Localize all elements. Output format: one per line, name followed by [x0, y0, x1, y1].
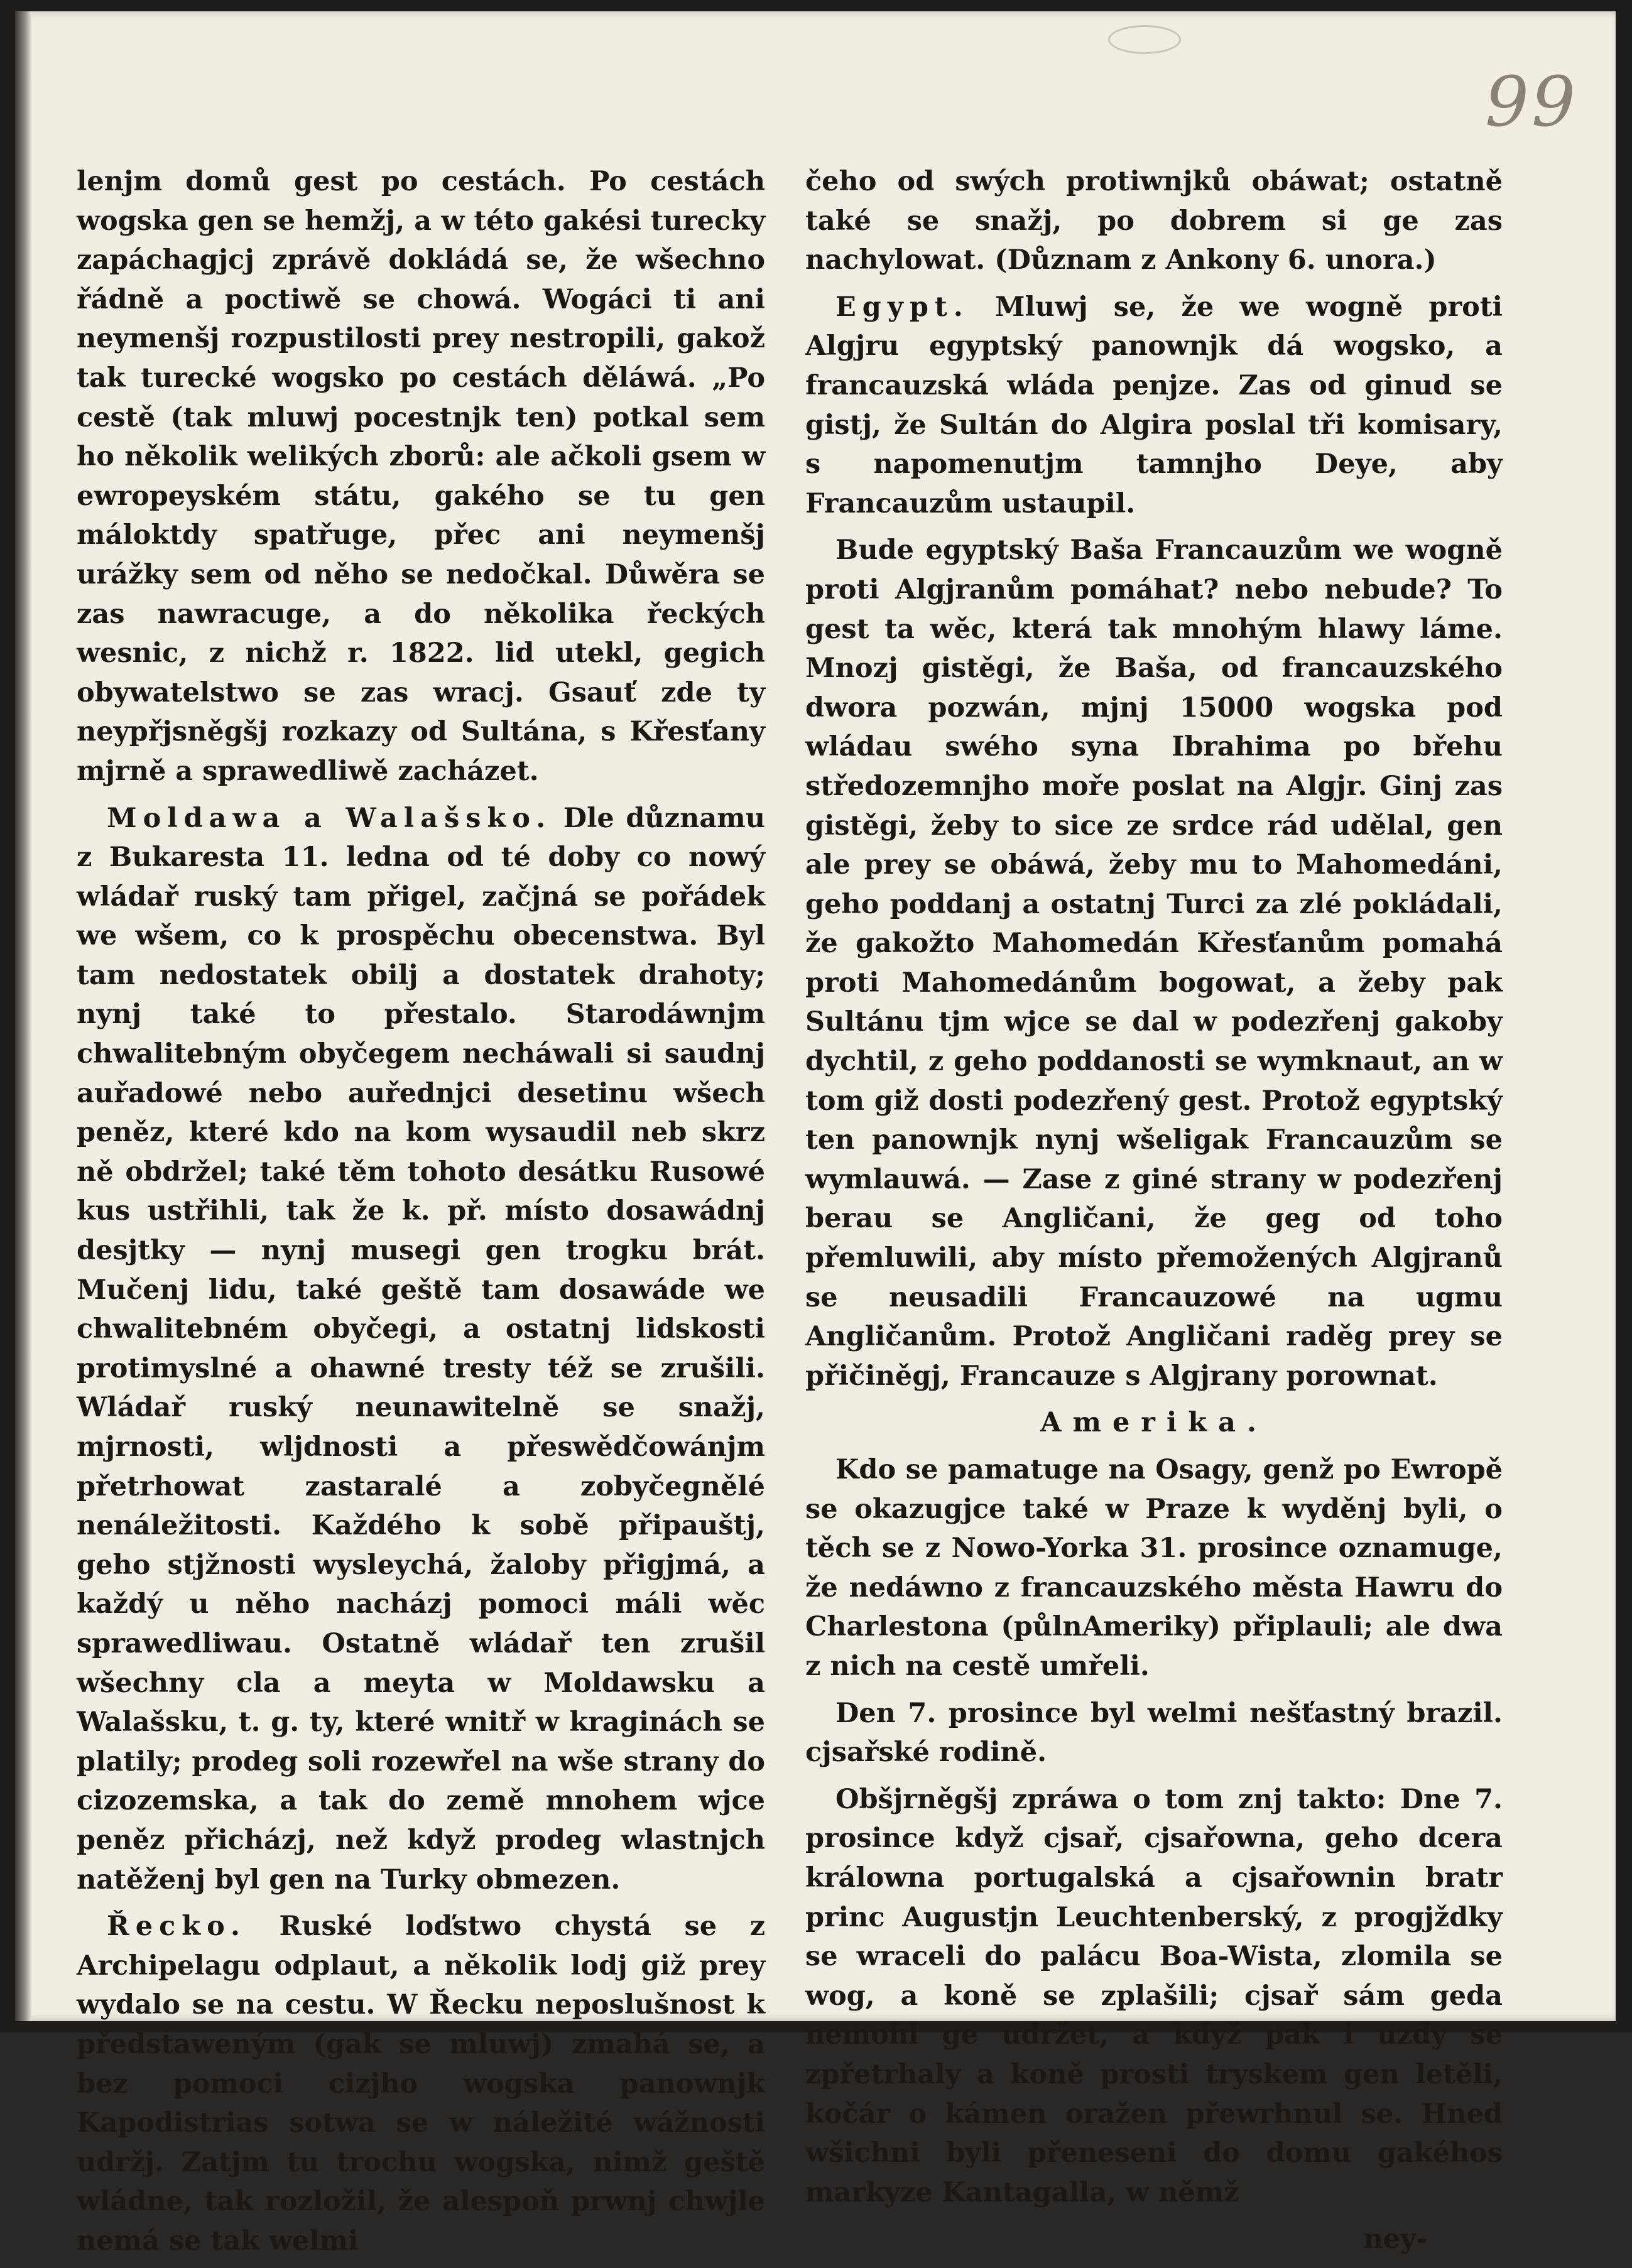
left-paragraph-recko	[77, 1907, 765, 2260]
section-heading-recko: Řecko.	[107, 1911, 246, 1943]
zprawa-text: Dne 7. prosince když cjsař, cjsařowna, geho dcera králowna portugalská a cjsařownin bratr princ Augustjn Leuchtenberský, z progjždky se wraceli do palácu Boa-Wista, zlomila se wog, a koně se zplašili; cjsař sám geda nemohl ge udržet, a když pak i uzdy se zpřetrhaly a koně prosti tryskem gen letěli, kočár o kámen oražen přewrhnul se. Hned wšichni byli přeneseni do domu gakéhos markyze Kantagalla, w němž	[805, 1783, 1503, 2208]
page-number: 99	[1485, 62, 1578, 142]
right-paragraph-osagy: Kdo se pamatuge na Osagy, genž po Ewropě se okazugjce také w Praze k wyděnj byli, o těch se z Nowo-Yorka 31. prosince oznamuge, že nedáwno z francauzského města Hawru do Charlestona (půlnAmeriky) připlauli; ale dwa z nich na cestě umřeli.	[805, 1454, 1503, 1682]
left-column	[77, 162, 765, 2268]
right-paragraph-zprawa	[805, 1780, 1503, 2213]
section-heading-moldawa: Moldawa a Walašsko.	[107, 802, 552, 834]
right-paragraph-1: čeho od swých protiwnjků obáwat; ostatně také se snažj, po dobrem si ge zas nachylowat. (Důznam z Ankony 6. unora.)	[805, 166, 1503, 276]
left-paragraph-moldawa	[77, 799, 765, 1900]
zprawa-lead: Obšjrněgšj zpráwa o tom znj takto:	[835, 1783, 1386, 1815]
page-gutter-edge	[15, 11, 31, 2021]
ink-stamp-mark	[1108, 25, 1181, 54]
right-column	[805, 162, 1503, 2267]
right-paragraph-egypt	[805, 288, 1503, 524]
right-paragraph-basa: Bude egyptský Baša Francauzům we wogně proti Algjranům pomáhat? nebo nebude? To gest ta wěc, která tak mnohým hlawy láme. Mnozj gistěgi, že Baša, od francauzského dwora pozwán, mjnj 15000 wogska pod wládau swého syna Ibrahima po břehu středozemnjho moře poslat na Algjr. Ginj zas gistěgi, žeby to sice ze srdce rád udělal, gen ale prey se obáwá, žeby mu to Mahomedáni, geho poddanj a ostatnj Turci za zlé pokládali, že gakožto Mahomedán Křesťanům pomahá proti Mahomedánům bogowat, a žeby pak Sultánu tjm wjce se dal w podezřenj gakoby dychtil, z geho poddanosti se wymknaut, an w tom giž dosti podezřený gest. Protož egyptský ten panownjk nynj wšeligak Francauzům se wymlauwá. — Zase z giné strany w podezřenj berau se Angličani, že geg od toho přemluwili, aby místo přemožených Algjranů se neusadili Francauzowé na ugmu Angličanům. Protož Angličani raděg prey se přičiněgj, Francauze s Algjrany porownat.	[805, 534, 1503, 1392]
recko-text: Ruské loďstwo chystá se z Archipelagu odplaut, a několik lodj giž prey wydalo se na cestu. W Řecku neposlušnost k předstaweným (gak se mluwj) zmahá se, a bez pomoci cizjho wogska panownjk Kapodistrias sotwa se w náležité wážnosti udržj. Zatjm tu trochu wogska, nimž geště wládne, tak rozložil, že alespoň prwnj chwjle nemá se tak welmi	[77, 1911, 765, 2257]
left-paragraph-1: lenjm domů gest po cestách. Po cestách wogska gen se hemžj, a w této gakési turecky zapáchagjcj zprávě dokládá se, že wšechno řádně a poctiwě se chowá. Wogáci ti ani neymenšj rozpustilosti prey nestropili, gakož tak turecké wogsko po cestách děláwá. „Po cestě (tak mluwj pocestnjk ten) potkal sem ho několik welikých zborů: ale ačkoli gsem w ewropeyském státu, gakého se tu gen máloktdy spatřuge, přec ani neymenšj urážky sem od něho se nedočkal. Důwěra se zas nawracuge, a do několika řeckých wesnic, z nichž r. 1822. lid utekl, gegich obywatelstwo se zas wracj. Gsauť zde ty neypřjsněgšj rozkazy od Sultána, s Křesťany mjrně a sprawedliwě zacházet.	[77, 166, 765, 787]
newspaper-page	[15, 11, 1616, 2257]
moldawa-text: Dle důznamu z Bukaresta 11. ledna od té doby co nowý wládař ruský tam přigel, začjná se pořádek we wšem, co k prospěchu obecenstwa. Byl tam nedostatek obilj a dostatek drahoty; nynj také to přestalo. Starodáwnjm chwalitebným obyčegem necháwali si saudnj auřadowé nebo auřednjci desetinu wšech peněz, které kdo na kom wysaudil neb skrz ně obdržel; také těm tohoto desátku Rusowé kus ustřihli, tak že k. př. místo dosawádnj desjtky — nynj musegi gen trogku brát. Mučenj lidu, také geště tam dosawáde we chwalitebném obyčegi, a ostatnj lidskosti protimyslné a ohawné tresty též se zrušili. Wládař ruský neunawitelně se snažj, mjrnosti, wljdnosti a přeswědčowánjm přetrhowat zastaralé a zobyčegnělé nenáležitosti. Každého k sobě připauštj, geho stjžnosti wysleychá, žaloby přigjmá, a každý u něho nacházj pomoci máli wěc sprawedliwau. Ostatně wládař ten zrušil wšechny cla a meyta w Moldawsku a Walašsku, t. g. ty, které wnitř w kraginách se platily; prodeg soli rozewřel na wše strany do cizozemska, a tak do země mnohem wjce peněz přicházj, než když prodeg wlastnjch natěženj byl gen na Turky obmezen.	[77, 802, 765, 1896]
egypt-text: Mluwj se, že we wogně proti Algjru egyptský panownjk dá wogsko, a francauzská wláda penjze. Zas od ginud se gistj, že Sultán do Algira poslal tři komisary, s napomenutjm tamnjho Deye, aby Francauzům ustaupil.	[805, 291, 1503, 519]
catchword: ney-	[1363, 2223, 1427, 2255]
section-heading-egypt: Egypt.	[835, 291, 969, 323]
right-paragraph-den7: Den 7. prosince byl welmi nešťastný brazil. cjsařské rodině.	[805, 1697, 1503, 1769]
section-heading-amerika: Amerika.	[1040, 1407, 1268, 1439]
